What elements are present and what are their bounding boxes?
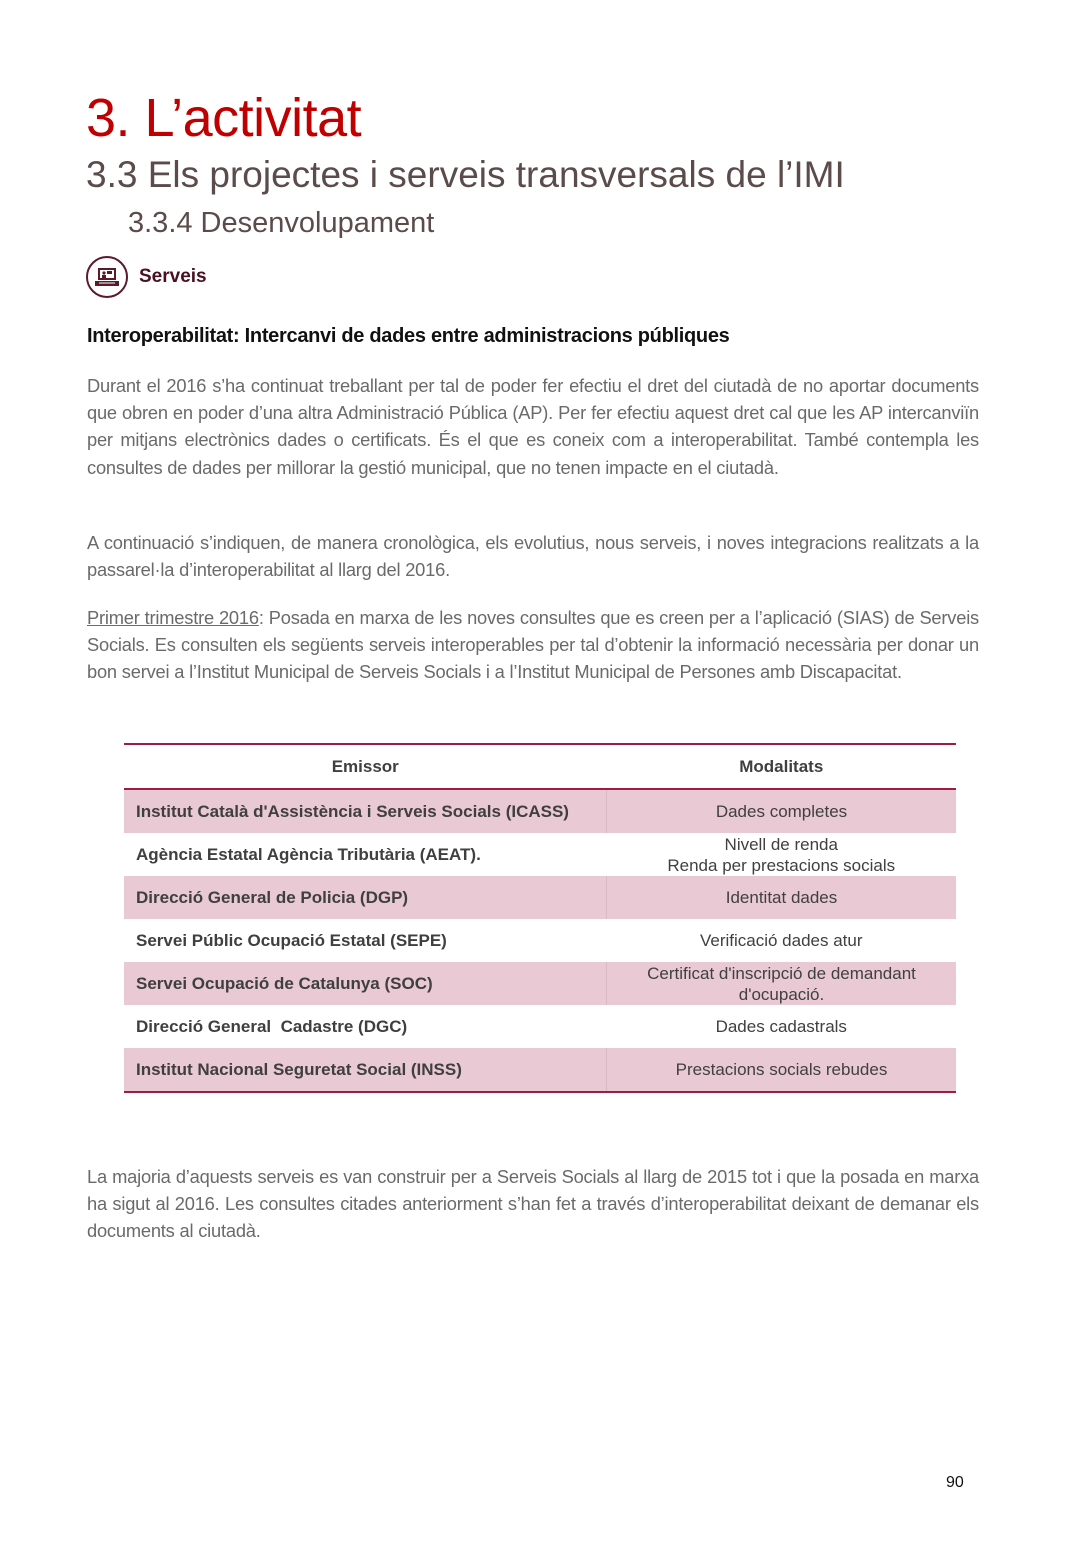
emissor-cell: Direcció General Cadastre (DGC) [136, 1017, 408, 1036]
emissor-cell: Institut Català d'Assistència i Serveis Socials (ICASS) [124, 789, 607, 833]
table-row [124, 1005, 956, 1048]
modalitats-cell [607, 919, 957, 962]
first-quarter-label: Primer trimestre 2016 [87, 607, 259, 628]
modalitat-text: Nivell de renda [724, 834, 838, 854]
modalitats-cell [607, 789, 957, 833]
section-title: 3.3 Els projectes i serveis transversals de l’IMI [86, 154, 845, 195]
header-modalitats: Modalitats [607, 744, 957, 789]
table-row [124, 833, 956, 876]
category-label: Serveis [139, 266, 207, 287]
modalitats-cell [607, 833, 957, 876]
modalitat-text: Dades cadastrals [715, 1017, 847, 1036]
modalitat-text: Identitat dades [725, 888, 838, 907]
emissor-cell: Direcció General de Policia (DGP) [124, 876, 607, 919]
header-emissor: Emissor [124, 744, 607, 789]
modalitats-cell [607, 876, 957, 919]
page-number: 90 [946, 1474, 964, 1491]
table-row [124, 919, 956, 962]
modalitat-text: Dades completes [715, 802, 848, 821]
emissor-cell: Servei Ocupació de Catalunya (SOC) [124, 962, 607, 1005]
emissor-cell: Servei Públic Ocupació Estatal (SEPE) [136, 931, 447, 950]
modalitats-cell [607, 1048, 957, 1092]
paragraph-intro: Durant el 2016 s’ha continuat treballant per tal de poder fer efectiu el dret del ciutadà de no aportar documents que obren en poder d’una altra Administració Pública (AP). Per fer efectiu aquest dret cal que les AP intercanviïn per mitjans electrònics dades o certificats. És el que es coneix com a interoperabilitat. També contempla les consultes de dades per millorar la gestió municipal, que no tenen impacte en el ciutadà. [87, 375, 979, 478]
paragraph-first-quarter [87, 604, 979, 686]
subheading: Interoperabilitat: Intercanvi de dades entre administracions públiques [87, 325, 730, 347]
laptop-icon [86, 256, 128, 298]
modalitat-text: Renda per prestacions socials [667, 855, 896, 875]
emissor-cell: Agència Estatal Agència Tributària (AEAT). [136, 845, 481, 864]
modalitat-text: d'ocupació. [738, 984, 825, 1004]
chapter-title: 3. L’activitat [86, 88, 362, 148]
table-row [124, 876, 956, 919]
emissor-cell: Institut Nacional Seguretat Social (INSS) [124, 1048, 607, 1092]
modalitats-cell [607, 962, 957, 1005]
table-row [124, 962, 956, 1005]
modalitat-text: Certificat d'inscripció de demandant [647, 963, 916, 983]
emissors-table [124, 743, 956, 1093]
table-header-row [124, 744, 956, 789]
table-row [124, 789, 956, 833]
paragraph-conclusion: La majoria d’aquests serveis es van construir per a Serveis Socials al llarg de 2015 tot i que la posada en marxa ha sigut al 2016. Les consultes citades anteriorment s’han fet a través d’interoperabilitat deixant de demanar els documents al ciutadà. [87, 1166, 979, 1242]
paragraph-chronology: A continuació s’indiquen, de manera cronològica, els evolutius, nous serveis, i noves integracions realitzats a la passarel·la d’interoperabilitat al llarg del 2016. [87, 532, 979, 581]
modalitat-text: Prestacions socials rebudes [675, 1060, 888, 1079]
subsection-title: 3.3.4 Desenvolupament [128, 207, 435, 239]
first-quarter-text: : Posada en marxa de les noves consultes que es creen per a l’aplicació (SIAS) de Serveis Socials. Es consulten els següents serveis interoperables per tal d’obtenir la informació necessària per donar un bon servei a l’Institut Municipal de Serveis Socials i a l’Institut Municipal de Persones amb Discapacitat. [87, 607, 979, 683]
category-badge [86, 254, 207, 300]
table-row [124, 1048, 956, 1092]
modalitats-cell [607, 1005, 957, 1048]
modalitat-text: Verificació dades atur [699, 931, 863, 950]
